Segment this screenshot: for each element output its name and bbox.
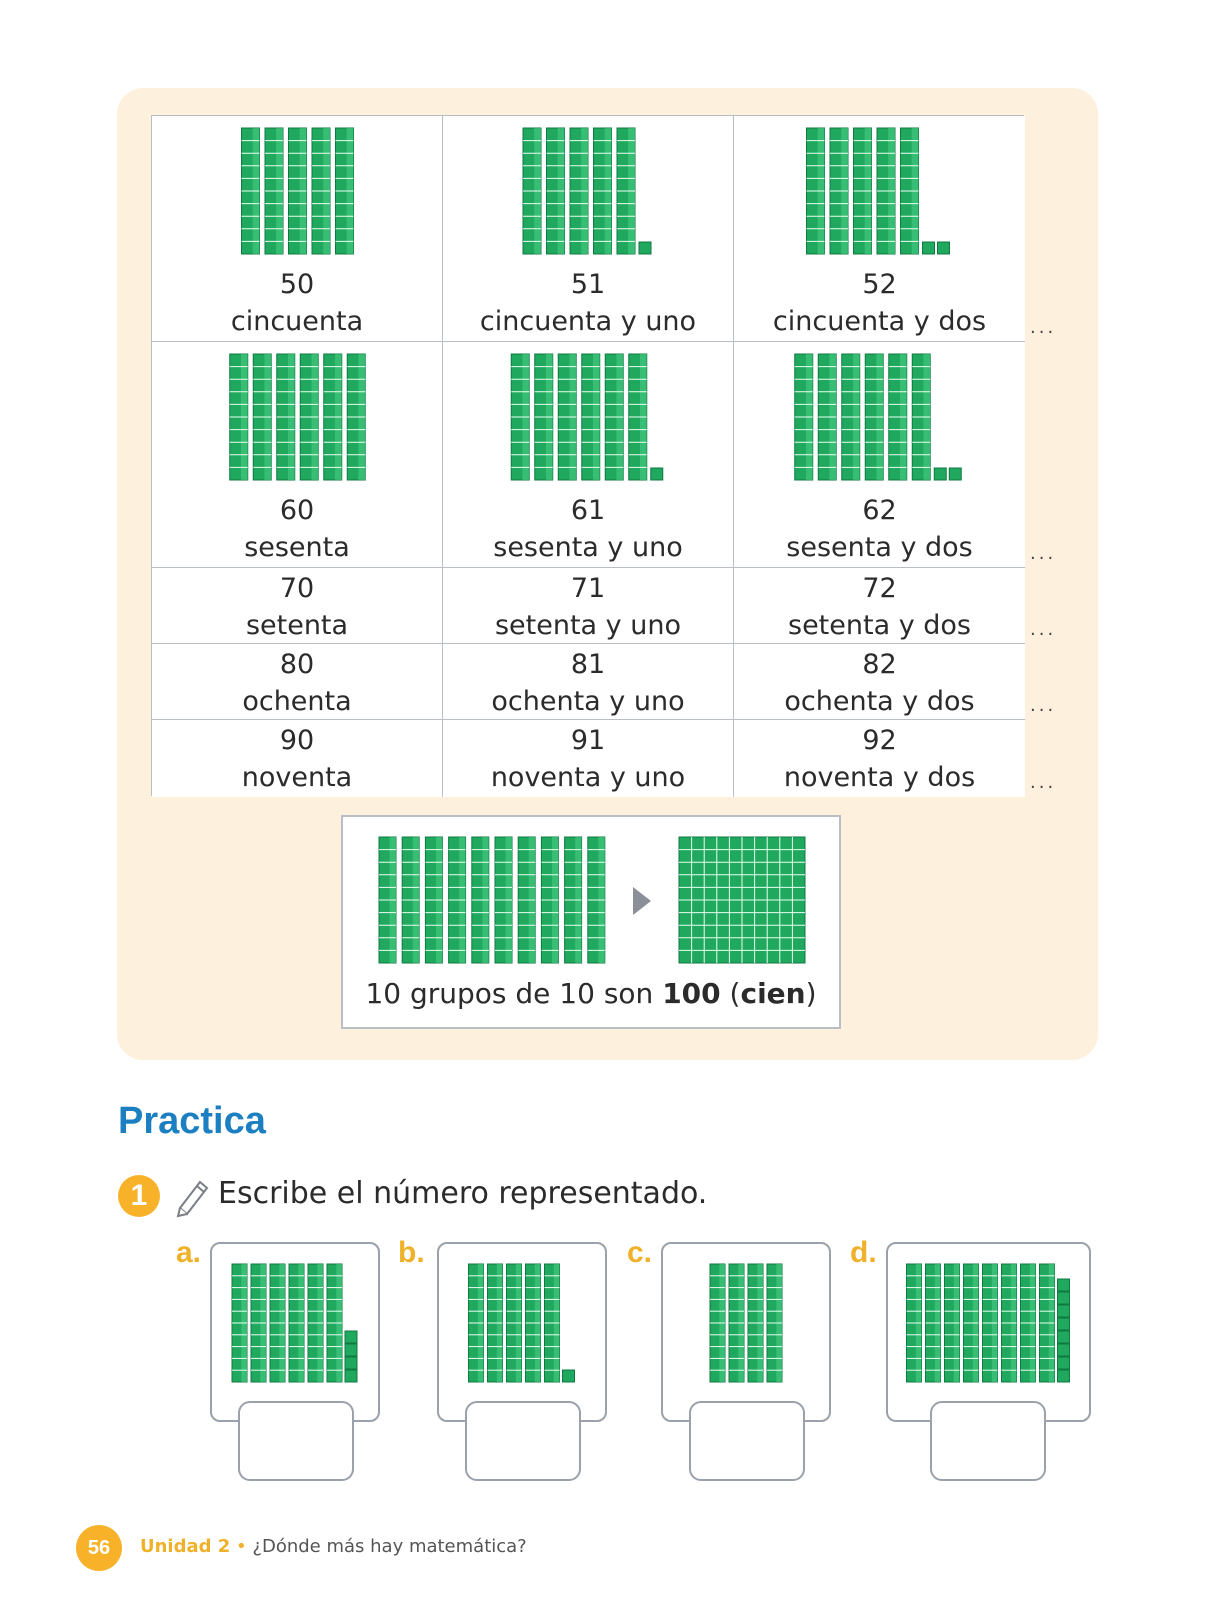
number-cell [734,720,1025,797]
ten-rod [300,354,318,480]
number-words: ochenta y uno [491,686,685,717]
ten-rod [605,354,623,480]
number-words: noventa y uno [490,762,686,793]
ten-rod [1021,1264,1036,1382]
ten-rod [767,1264,782,1382]
base-ten-blocks [152,116,442,266]
unit-cube [1058,1344,1070,1356]
hundred-blocks-figure [343,817,839,967]
ten-rod [830,128,848,254]
arrow-right-icon [633,887,651,915]
hundred-illustration [341,815,841,1029]
ten-rod [582,354,600,480]
base-ten-blocks [443,342,733,492]
number-numeral: 82 [862,649,897,680]
ten-rod [511,354,529,480]
caption-number: 100 [662,977,721,1010]
ten-rod [629,354,647,480]
ten-rod [251,1264,266,1382]
number-cell [443,644,734,720]
number-cell [443,720,734,797]
unit-cube [934,468,946,480]
number-numeral: 52 [862,269,897,300]
ten-rod [617,128,635,254]
number-words: setenta y uno [494,610,681,641]
ten-rod [526,1264,541,1382]
ten-rod [472,837,489,963]
unit-cube [1058,1305,1070,1317]
numbers-table [151,115,1024,796]
ten-rod [795,354,813,480]
footer-bullet: • [236,1536,247,1557]
number-cell [443,116,734,342]
ten-rod [289,128,307,254]
unit-cube [1058,1292,1070,1304]
number-cell [443,342,734,568]
ten-rod [277,354,295,480]
ten-rod [336,128,354,254]
ten-rod [507,1264,522,1382]
number-words: noventa y dos [783,762,976,793]
page-footer [140,1536,527,1557]
ten-rod [807,128,825,254]
ten-rod [877,128,895,254]
ten-rod [495,837,512,963]
ten-rod [270,1264,285,1382]
exercise-blocks [439,1244,605,1394]
hundred-caption [343,977,839,1010]
number-cell [734,116,1025,342]
ten-rod [469,1264,484,1382]
ten-rod [327,1264,342,1382]
ten-rod [379,837,396,963]
ten-rod [588,837,605,963]
ten-rod [232,1264,247,1382]
unit-cube [923,242,935,254]
ten-rod [265,128,283,254]
exercise-card [886,1242,1091,1422]
number-words: sesenta y uno [493,532,683,563]
number-numeral: 62 [862,495,897,526]
number-numeral: 90 [279,725,315,756]
number-cell [152,644,443,720]
row-ellipsis: ... [1030,619,1057,640]
number-cell [443,568,734,644]
number-numeral: 91 [570,725,606,756]
ten-rod [907,1264,922,1382]
unit-cube [1058,1279,1070,1291]
number-words: sesenta y dos [786,532,973,563]
caption-paren-close: ) [805,977,817,1010]
unit-cube [563,1370,575,1382]
number-cell [152,342,443,568]
row-ellipsis: ... [1030,543,1057,564]
ten-rod [312,128,330,254]
ten-rod [518,837,535,963]
ten-rod [488,1264,503,1382]
number-numeral: 61 [570,495,606,526]
ten-rod [865,354,883,480]
unit-cube [345,1344,357,1356]
ten-rod [748,1264,763,1382]
row-ellipsis: ... [1030,317,1057,338]
number-words: cincuenta y uno [479,306,697,337]
number-numeral: 71 [570,573,606,604]
exercise-letter: b. [398,1236,425,1269]
practice-heading: Practica [118,1100,266,1142]
base-ten-blocks [152,342,442,492]
answer-box[interactable] [465,1401,581,1481]
ten-rod [449,837,466,963]
number-numeral: 70 [279,573,315,604]
row-ellipsis: ... [1030,695,1057,716]
ten-rod [324,354,342,480]
ten-rod [230,354,248,480]
unit-cube [1058,1331,1070,1343]
caption-word: cien [740,977,806,1010]
row-ellipsis: ... [1030,772,1057,793]
number-words: noventa [241,762,353,793]
base-ten-blocks [734,116,1025,266]
ten-rod [926,1264,941,1382]
number-numeral: 60 [279,495,315,526]
number-cell [152,568,443,644]
footer-unit: Unidad 2 [140,1536,231,1557]
exercise-letter: d. [850,1236,877,1269]
exercise-card [437,1242,607,1422]
hundred-flat [679,837,805,963]
unit-cube [345,1357,357,1369]
number-words: setenta y dos [788,610,971,641]
caption-text: 10 grupos de 10 son [365,977,663,1010]
unit-cube [1058,1318,1070,1330]
unit-cube [1058,1357,1070,1369]
ten-rod [729,1264,744,1382]
number-words: setenta [245,610,349,641]
ten-rod [854,128,872,254]
exercise-number-badge: 1 [118,1175,160,1217]
ten-rod [547,128,565,254]
base-ten-blocks [734,342,1025,492]
number-cell [734,644,1025,720]
pencil-icon [172,1174,212,1218]
ten-rod [308,1264,323,1382]
number-words: ochenta y dos [784,686,975,717]
number-cell [152,720,443,797]
ten-rod [242,128,260,254]
exercise-blocks [212,1244,378,1394]
exercise-instruction: Escribe el número representado. [218,1176,708,1211]
answer-box[interactable] [689,1401,805,1481]
ten-rod [842,354,860,480]
ten-rod [889,354,907,480]
number-numeral: 80 [279,649,315,680]
number-cell [734,342,1025,568]
exercise-letter: a. [176,1236,202,1269]
ten-rod [541,837,558,963]
ten-rod [710,1264,725,1382]
caption-paren-open: ( [720,977,741,1010]
ten-rod [558,354,576,480]
unit-cube [639,242,651,254]
number-words: sesenta [244,532,350,563]
exercise-blocks [888,1244,1089,1394]
number-numeral: 50 [279,269,315,300]
number-numeral: 81 [570,649,606,680]
unit-cube [1058,1370,1070,1382]
unit-cube [938,242,950,254]
ten-rod [535,354,553,480]
unit-cube [949,468,961,480]
ten-rod [565,837,582,963]
ten-rod [1040,1264,1055,1382]
number-words: cincuenta y dos [772,306,987,337]
base-ten-blocks [443,116,733,266]
answer-box[interactable] [238,1401,354,1481]
number-words: ochenta [242,686,352,717]
number-numeral: 92 [862,725,897,756]
number-numeral: 51 [570,269,606,300]
ten-rod [425,837,442,963]
number-cell [734,568,1025,644]
answer-box[interactable] [930,1401,1046,1481]
exercise-card [210,1242,380,1422]
ten-rod [901,128,919,254]
unit-cube [651,468,663,480]
ten-rod [523,128,541,254]
exercise-card [661,1242,831,1422]
ten-rod [402,837,419,963]
ten-rod [818,354,836,480]
number-cell [152,116,443,342]
ten-rod [253,354,271,480]
number-words: cincuenta [230,306,364,337]
number-numeral: 72 [862,573,897,604]
ten-rod [289,1264,304,1382]
page-number: 56 [76,1525,122,1571]
footer-title: ¿Dónde más hay matemática? [252,1536,527,1557]
ten-rod [912,354,930,480]
ten-rod [594,128,612,254]
ten-rod [964,1264,979,1382]
unit-cube [345,1370,357,1382]
ten-rod [545,1264,560,1382]
exercise-blocks [663,1244,829,1394]
ten-rod [945,1264,960,1382]
ten-rod [347,354,365,480]
unit-cube [345,1331,357,1343]
ten-rod [983,1264,998,1382]
exercise-letter: c. [627,1236,653,1269]
ten-rod [1002,1264,1017,1382]
ten-rod [570,128,588,254]
